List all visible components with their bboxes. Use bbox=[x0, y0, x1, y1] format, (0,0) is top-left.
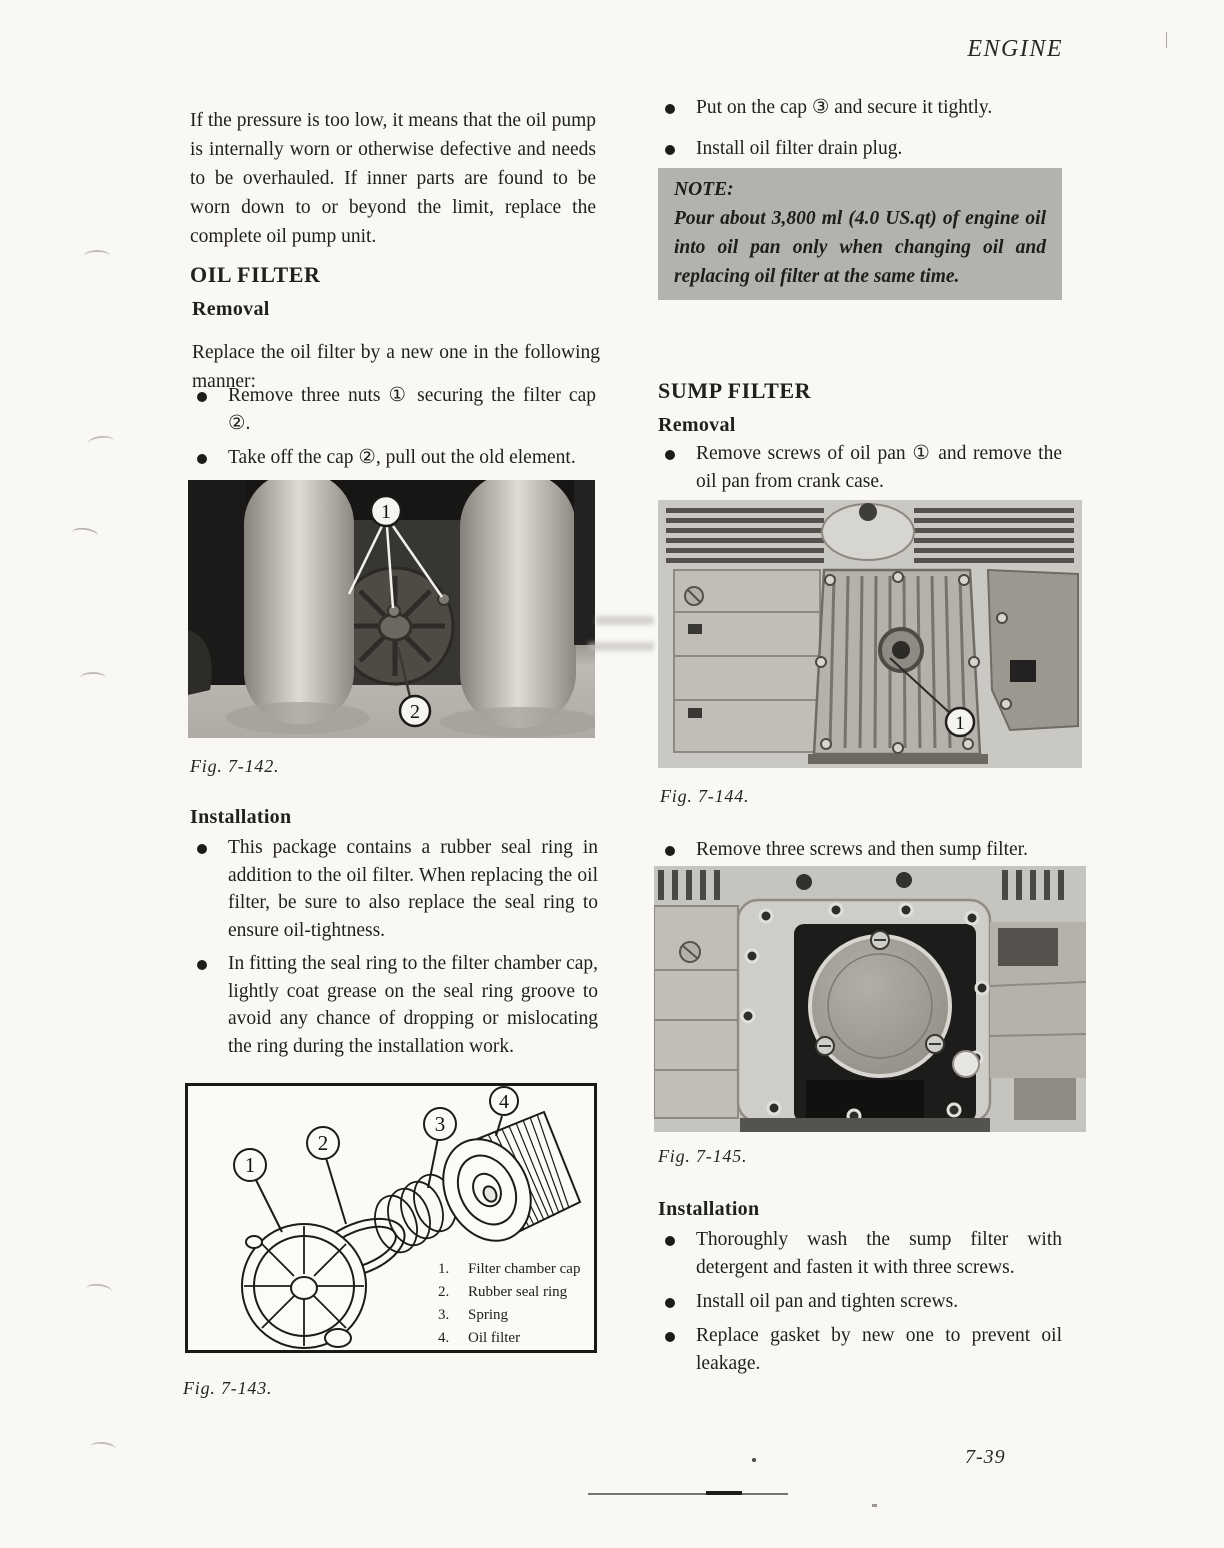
margin-mark bbox=[71, 526, 98, 542]
bullet-text: Take off the cap ②, pull out the old element. bbox=[228, 447, 576, 468]
note-box bbox=[658, 168, 1062, 300]
part-label: Oil filter bbox=[468, 1330, 521, 1346]
fig-7-143-diagram bbox=[185, 1083, 597, 1353]
margin-mark bbox=[87, 435, 114, 450]
bullet-text: Remove three screws and then sump filter. bbox=[696, 839, 1028, 860]
callout-circle-2 bbox=[400, 696, 430, 726]
sump-screws-list bbox=[656, 836, 1066, 870]
left-case bbox=[654, 906, 738, 1118]
bullet-text: Replace gasket by new one to prevent oil leakage. bbox=[696, 1325, 1062, 1374]
fig-7-144-art bbox=[658, 500, 1082, 768]
oil-filter-removal-list bbox=[188, 382, 596, 478]
parts-list-row bbox=[438, 1281, 590, 1304]
callout-1-label: 1 bbox=[381, 501, 391, 523]
bullet-text: Install oil filter drain plug. bbox=[696, 138, 903, 159]
parts-list-row bbox=[438, 1304, 590, 1327]
oil-filter-installation-list bbox=[188, 834, 598, 1066]
bullet-text: Remove screws of oil pan ① and remove the oil pan from crank case. bbox=[696, 443, 1062, 492]
part-number: 4. bbox=[438, 1330, 450, 1346]
cap-install-list bbox=[656, 94, 1062, 176]
list-item bbox=[656, 1226, 1062, 1282]
list-item bbox=[656, 440, 1062, 496]
scan-artifact bbox=[706, 1491, 742, 1495]
callout-circle-1 bbox=[946, 708, 974, 736]
bullet-text: This package contains a rubber seal ring in addition to the oil filter. When replacing the oil filter, be sure to also replace the seal ring to ensure oil-tightness. bbox=[228, 837, 598, 941]
bleed-through-smudge bbox=[596, 616, 654, 625]
part-label: Spring bbox=[468, 1307, 509, 1323]
bullet-text: Put on the cap ③ and secure it tightly. bbox=[696, 97, 993, 118]
bullet-text: Thoroughly wash the sump filter with detergent and fasten it with three screws. bbox=[696, 1229, 1062, 1278]
oil-filter-removal-heading: Removal bbox=[192, 298, 270, 320]
parts-list-row bbox=[438, 1327, 590, 1350]
part-number: 3. bbox=[438, 1307, 450, 1323]
sump-removal-list bbox=[656, 440, 1062, 502]
fig-7-142-photo bbox=[188, 480, 595, 738]
callout-3-label: 3 bbox=[434, 1112, 446, 1136]
fig-7-143-parts-list bbox=[438, 1258, 590, 1350]
callout-circle-4 bbox=[490, 1087, 518, 1115]
margin-mark bbox=[80, 672, 106, 684]
margin-mark bbox=[89, 1441, 116, 1456]
callout-2-label: 2 bbox=[410, 701, 420, 723]
callout-1-label: 1 bbox=[955, 713, 965, 734]
left-crankcase bbox=[674, 570, 820, 752]
filter-chamber-cap-shape bbox=[242, 1224, 366, 1348]
fig-7-145-photo bbox=[654, 866, 1086, 1132]
scan-artifact bbox=[588, 1493, 788, 1495]
part-number: 1. bbox=[438, 1261, 450, 1277]
note-text: Pour about 3,800 ml (4.0 US.qt) of engine oil into oil pan only when changing oil and replacing oil filter at the same time. bbox=[674, 208, 1046, 287]
fig-7-142-caption: Fig. 7-142. bbox=[190, 756, 280, 776]
callout-circle-2 bbox=[307, 1127, 339, 1159]
oil-filter-heading: OIL FILTER bbox=[190, 262, 321, 287]
callout-circle-1 bbox=[234, 1149, 266, 1181]
list-item bbox=[656, 836, 1066, 864]
scan-artifact bbox=[752, 1458, 756, 1462]
bleed-through-smudge bbox=[588, 642, 654, 651]
parts-list-row bbox=[438, 1258, 590, 1281]
bullet-text: In fitting the seal ring to the filter chamber cap, lightly coat grease on the seal ring groove to avoid any chance of dropping or mislocating the ring during the installation work. bbox=[228, 953, 598, 1057]
sump-installation-list bbox=[656, 1226, 1062, 1384]
margin-mark bbox=[84, 250, 110, 262]
fig-7-144-photo bbox=[658, 500, 1082, 768]
scan-artifact bbox=[872, 1504, 877, 1507]
list-item bbox=[188, 444, 596, 472]
bullet-text: Remove three nuts ① securing the filter cap ②. bbox=[228, 385, 596, 434]
right-crankcase bbox=[988, 570, 1078, 730]
scan-artifact bbox=[1166, 32, 1167, 48]
fig-7-145-caption: Fig. 7-145. bbox=[658, 1146, 748, 1166]
fig-7-144-caption: Fig. 7-144. bbox=[660, 786, 750, 806]
bullet-text: Install oil pan and tighten screws. bbox=[696, 1291, 959, 1312]
fig-7-142-art bbox=[188, 480, 595, 738]
sump-filter-removal-heading: Removal bbox=[658, 414, 736, 436]
oil-filter-installation-heading: Installation bbox=[190, 806, 292, 828]
part-number: 2. bbox=[438, 1284, 450, 1300]
fig-7-143-caption: Fig. 7-143. bbox=[183, 1378, 273, 1398]
callout-1-label: 1 bbox=[244, 1153, 256, 1177]
fig-7-145-art bbox=[654, 866, 1086, 1132]
margin-mark bbox=[85, 1282, 112, 1297]
removal-intro: Replace the oil filter by a new one in the following manner: bbox=[192, 341, 600, 392]
list-item bbox=[188, 834, 598, 944]
note-label: NOTE: bbox=[674, 179, 734, 200]
intro-paragraph: If the pressure is too low, it means that the oil pump is internally worn or otherwise defective and needs to be overhauled. If inner parts are found to be worn down to or beyond the limit, replace the complete oil pump unit. bbox=[190, 109, 596, 247]
list-item bbox=[188, 382, 596, 438]
list-item bbox=[656, 1322, 1062, 1378]
part-label: Rubber seal ring bbox=[468, 1284, 568, 1300]
callout-4-label: 4 bbox=[499, 1091, 509, 1113]
list-item bbox=[656, 1288, 1062, 1316]
sump-filter-heading: SUMP FILTER bbox=[658, 378, 812, 403]
callout-2-label: 2 bbox=[317, 1131, 329, 1155]
list-item bbox=[656, 94, 1062, 122]
sump-installation-heading: Installation bbox=[658, 1198, 760, 1220]
callout-circle-1 bbox=[371, 496, 401, 526]
list-item bbox=[188, 950, 598, 1060]
page-number: 7-39 bbox=[965, 1446, 1006, 1468]
page-header: ENGINE bbox=[967, 36, 1063, 62]
list-item bbox=[656, 135, 1062, 163]
callout-circle-3 bbox=[424, 1108, 456, 1140]
part-label: Filter chamber cap bbox=[468, 1261, 581, 1277]
